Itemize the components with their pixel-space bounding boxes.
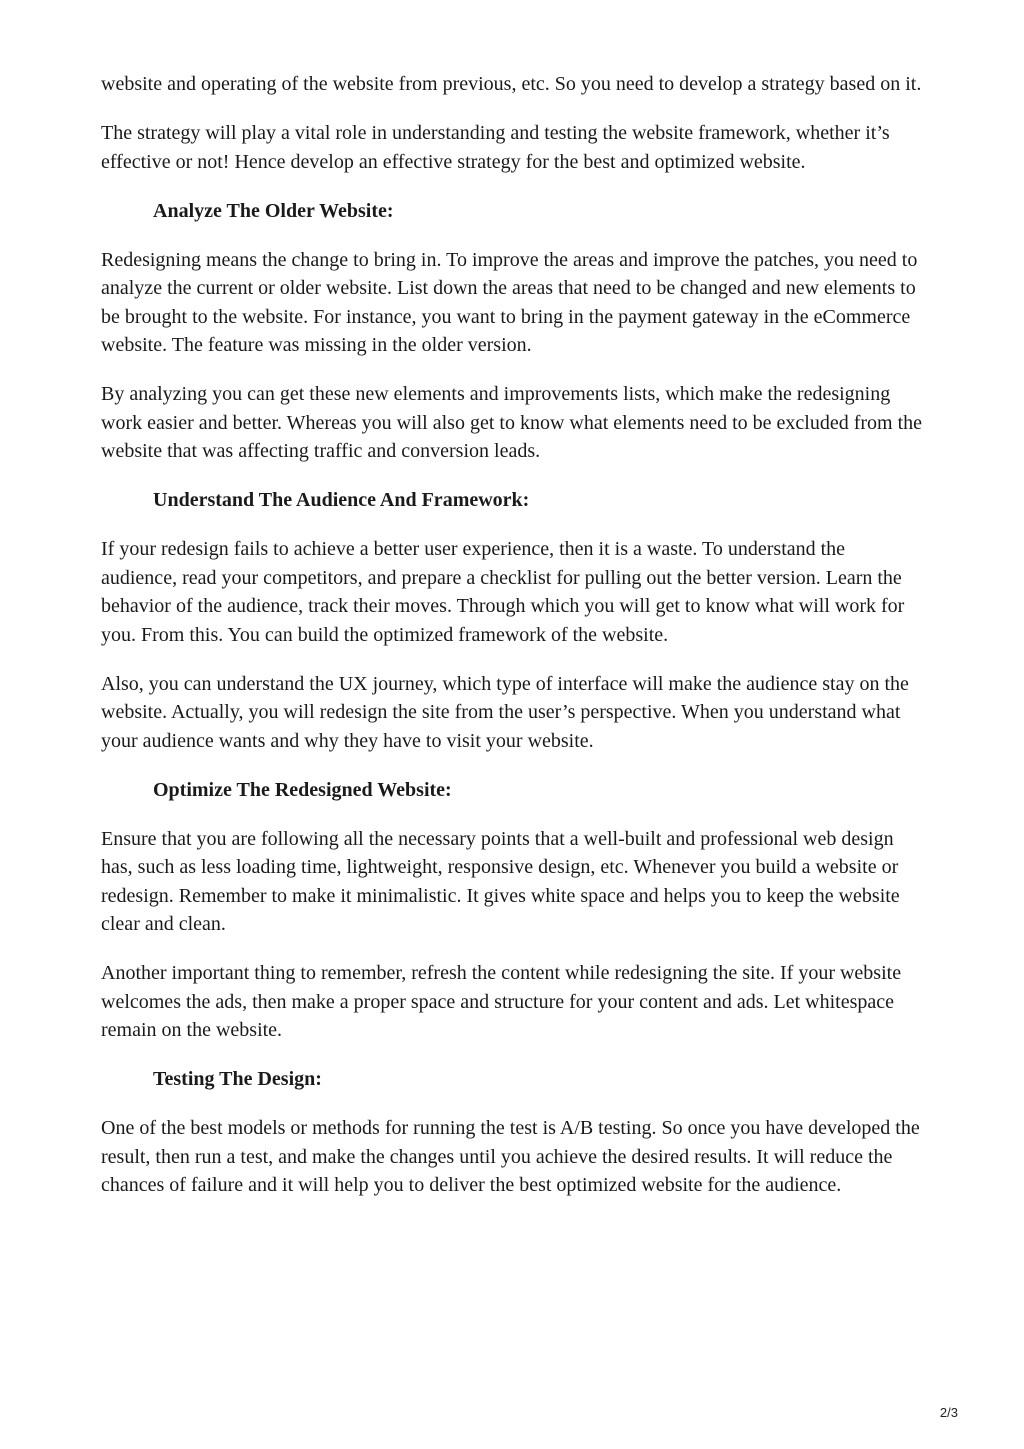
- heading-optimize-website: Optimize The Redesigned Website:: [153, 778, 452, 801]
- paragraph-intro-continued: website and operating of the website from previous, etc. So you need to develop a strategy based on it.: [101, 73, 922, 95]
- paragraph-redesigning: Redesigning means the change to bring in. To improve the areas and improve the patches, you need to analyze the current or older website. List down the areas that need to be changed and new elements to be brought to the website. For instance, you want to bring in the payment gateway in the eCommerce website. The feature was missing in the older version.: [101, 248, 918, 356]
- paragraph-strategy: The strategy will play a vital role in understanding and testing the website framework, whether it’s effective or not! Hence develop an effective strategy for the best and optimized website.: [101, 122, 890, 173]
- page-number: 2/3: [939, 1405, 958, 1420]
- paragraph-necessary-points: Ensure that you are following all the necessary points that a well-built and professional web design has, such as less loading time, lightweight, responsive design, etc. Whenever you build a website or redesign. Remember to make it minimalistic. It gives white space and helps you to keep the website clear and clean.: [101, 827, 900, 935]
- paragraph-refresh-content: Another important thing to remember, refresh the content while redesigning the site. If your website welcomes the ads, then make a proper space and structure for your content and ads. Let whitespace remain on the website.: [101, 962, 902, 1041]
- paragraph-analyzing: By analyzing you can get these new elements and improvements lists, which make the redesigning work easier and better. Whereas you will also get to know what elements need to be excluded from the website that was affecting traffic and conversion leads.: [101, 383, 923, 462]
- paragraph-ux-journey: Also, you can understand the UX journey, which type of interface will make the audience stay on the website. Actually, you will redesign the site from the user’s perspective. When you understand what your audience wants and why they have to visit your website.: [101, 672, 909, 752]
- paragraph-user-experience: If your redesign fails to achieve a better user experience, then it is a waste. To understand the audience, read your competitors, and prepare a checklist for pulling out the better version. Learn the behavior of the audience, track their moves. Through which you will get to know what will work for you. From this. You can build the optimized framework of the website.: [101, 538, 905, 646]
- heading-testing-design: Testing The Design:: [153, 1068, 322, 1090]
- document-body: [101, 70, 926, 1220]
- heading-analyze-older-website: Analyze The Older Website:: [153, 199, 394, 222]
- paragraph-ab-testing: One of the best models or methods for running the test is A/B testing. So once you have developed the result, then run a test, and make the changes until you achieve the desired results. It will reduce the chances of failure and it will help you to deliver the best optimized website for the audience.: [101, 1117, 920, 1196]
- heading-understand-audience: Understand The Audience And Framework:: [153, 489, 530, 511]
